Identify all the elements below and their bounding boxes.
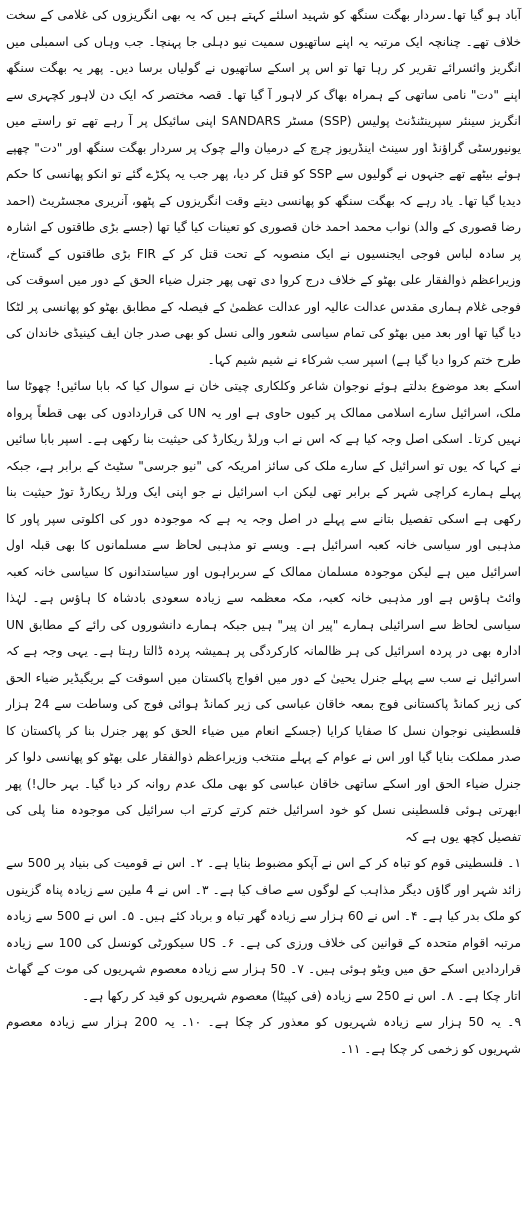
paragraph-bhagat-singh: آباد ہو گیا تھا۔سردار بھگت سنگھ کو شہید اسلئے کہتے ہیں کہ یہ بھی انگریزوں کی غلامی کے سخت خلاف تھے۔ چنانچہ ایک مرتبہ یہ اپنے ساتھیوں سمیت نیو دہلی جا پہنچا۔ جب وہاں کی اسمبلی میں انگریز وائسرائے تقریر کر رہا تھا تو اس پر اسکے ساتھیوں نے گولیاں برسا دیں۔ پھر یہ بھگت سنگھ اپنے "دت" نامی ساتھی کے ہمراہ بھاگ کر لاہور آ گیا تھا۔ قصہ مختصر کہ ایک دن لاہور کچہری سے انگریز سینئر سپرینٹنڈنٹ پولیس (SSP) مسٹر SANDARS اپنی سائیکل پر آ رہے تھے تو راستے میں یونیورسٹی گراؤنڈ اور سینٹ اینڈریوز چرچ کے درمیان والے چوک پر سردار بھگت سنگھ اور "دت" چھپے ہوئے بیٹھے تھے جنہوں نے گولیوں سے SSP کو قتل کر دیا، پھر جب یہ پکڑے گئے تو انکو پھانسی کا حکم دیدیا گیا تھا۔ یاد رہے کہ بھگت سنگھ کو پھانسی دیتے وقت انگریزوں کے پٹھو، آنریری مجسٹریٹ (احمد رضا قصوری کے والد) نواب محمد احمد خان قصوری کو تعینات کیا گیا تھا (جسے بڑی طاقتوں کے اشارہ پر سادہ لباس فوجی ایجنسیوں نے ایک منصوبہ کے تحت قتل کر کے FIR بڑی طاقتوں کے گستاخ، وزیراعظم ذوالفقار علی بھٹو کے خلاف درج کروا دی تھی پھر جنرل ضیاء الحق کے دور میں اسوقت کی فوجی غلام ہماری مقدس عدالت عالیہ اور عدالت عظمیٰ کے فیصلہ کے مطابق بھٹو کو پھانسی پر لٹکا دیا گیا تھا اور بعد میں بھٹو کی تمام سیاسی شعور والی نسل کو بھی صدر جان ایف کینیڈی خاندان کی طرح ختم کروا دیا گیا ہے) اسپر سب شرکاء نے شیم شیم کہا۔ (6, 8, 521, 367)
paragraph-numbered-list-continued: ۹۔ یہ 50 ہزار سے زیادہ شہریوں کو معذور کر چکا ہے۔ ۱۰۔ یہ 200 ہزار سے زیادہ معصوم شہریوں کو زخمی کر چکا ہے۔ ۱۱۔ (6, 1015, 521, 1056)
paragraph-israel-question: اسکے بعد موضوع بدلتے ہوئے نوجوان شاعر وکلکاری چیتی خان نے سوال کیا کہ بابا سائیں! چھوٹا سا ملک، اسرائیل سارے اسلامی ممالک پر کیوں حاوی ہے اور یہ UN کی قراردادوں کی بھی قطعاً پرواہ نہیں کرتا۔ اسکی اصل وجہ کیا ہے کہ اس نے اب ورلڈ ریکارڈ کی حیثیت بنا رکھی ہے۔ اسپر بابا سائیں نے کہا کہ یوں تو اسرائیل کے سارے ملک کی سائز امریکہ کی "نیو جرسی" سٹیٹ کے برابر ہے، جبکہ پہلے ہمارے کراچی شہر کے برابر تھی لیکن اب اسرائیل نے جو اپنی ایک ورلڈ ریکارڈ توڑ حیثیت بنا رکھی ہے اسکی تفصیل بتانے سے پہلے در اصل وجہ یہ ہے کہ موجودہ دور کی اکلوتی سپر پاور کا مذہبی اور سیاسی خانہ کعبہ اسرائیل ہے۔ ویسے تو مذہبی لحاظ سے مسلمانوں کا بھی قبلہ اول اسرائیل میں ہے لیکن موجودہ مسلمان ممالک کے سربراہوں اور سیاستدانوں کا سیاسی خانہ کعبہ وائٹ ہاؤس ہے اور مذہبی خانہ کعبہ، مکہ معظمہ سے زیادہ سعودی بادشاہ کا ہاؤس ہے۔ لہٰذا سیاسی لحاظ سے اسرائیلی ہمارے "پیر ان پیر" ہیں جبکہ ہمارے دانشوروں کی رائے کے مطابق UN ادارہ بھی در پردہ اسرائیل کی ہر ظالمانہ کارکردگی پر ہمیشہ پردہ ڈالتا رہتا ہے۔ یہی وجہ ہے کہ اسرائیل نے سب سے پہلے جنرل یحییٰ کے دور میں افواج پاکستان میں اسوقت کے بریگیڈیر ضیاء الحق کی زیر کمانڈ پاکستانی فوج بمعہ خاقان عباسی کی زیر کمانڈ ہوائی فوج کی وساطت سے 24 ہزار فلسطینی نوجوان نسل کا صفایا کرایا (جسکے انعام میں ضیاء الحق کو پھر جنرل بنا کر پاکستان کا صدر مملکت بنایا گیا اور اس نے عوام کے پہلے منتخب وزیراعظم ذوالفقار علی بھٹو کو پھانسی دلوا کر جنرل ضیاء الحق اور اسکے ساتھی خاقان عباسی کو بھی ملک عدم روانہ کر دیا گیا۔ بہر حال!) پھر ابھرتی ہوئی فلسطینی نسل کو خود اسرائیل ختم کرتے کرتے اب سرائیل کی موجودہ منا پلی کی تفصیل کچھ یوں ہے کہ (6, 379, 521, 844)
article-body (6, 2, 521, 1062)
paragraph-numbered-list: ۱۔ فلسطینی قوم کو تباہ کر کے اس نے آپکو مضبوط بنایا ہے۔ ۲۔ اس نے قومیت کی بنیاد پر 500 سے زائد شہر اور گاؤں دیگر مذاہب کے لوگوں سے صاف کیا ہے۔ ۳۔ اس نے 4 ملین سے زیادہ پناہ گزینوں کو ملک بدر کیا ہے۔ ۴۔ اس نے 60 ہزار سے زیادہ گھر تباہ و برباد کئے ہیں۔ ۵۔ اس نے 500 سے زیادہ مرتبہ اقوام متحدہ کے قوانین کی خلاف ورزی کی ہے۔ ۶۔ US سیکورٹی کونسل کی 100 سے زیادہ قراردادیں اسکے حق میں ویٹو ہوئی ہیں۔ ۷۔ 50 ہزار سے زیادہ معصوم شہریوں کی موت کے گھاٹ اتار چکا ہے۔ ۸۔ اس نے 250 سے زیادہ (فی کپیٹا) معصوم شہریوں کو قید کر رکھا ہے۔ (6, 856, 522, 1003)
